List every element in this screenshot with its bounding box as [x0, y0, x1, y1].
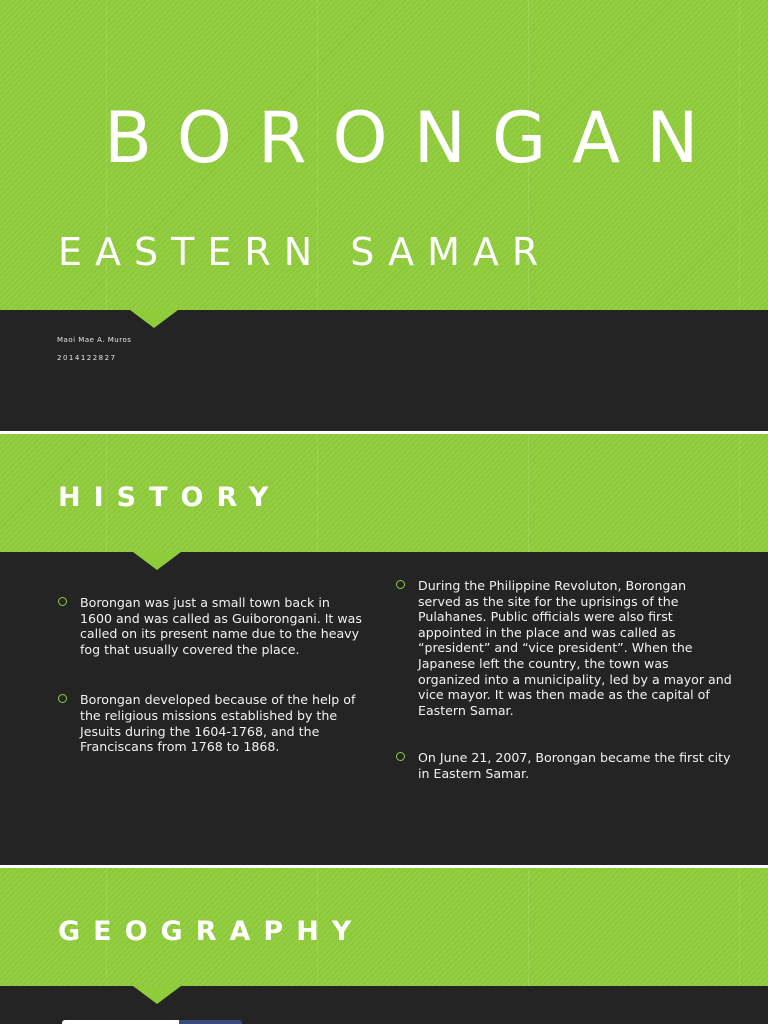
page-title: BORONGAN [104, 97, 725, 179]
page-subtitle: EASTERN SAMAR [58, 230, 552, 274]
list-item [396, 578, 732, 718]
hollow-circle-bullet-icon [58, 694, 67, 703]
geography-title: GEOGRAPHY [58, 916, 365, 947]
list-item [58, 692, 364, 754]
hollow-circle-bullet-icon [58, 597, 67, 606]
geography-slide [0, 868, 768, 1024]
title-slide-body [0, 310, 768, 431]
hollow-circle-bullet-icon [396, 752, 405, 761]
geography-slide-body [0, 986, 768, 1024]
title-notch [130, 310, 178, 328]
list-item [58, 595, 364, 657]
bullet-text: Borongan was just a small town back in 1600 and was called as Guiborongani. It was called on its present name due to the heavy fog that usually covered the place. [80, 595, 362, 657]
history-slide [0, 434, 768, 865]
bullet-text: On June 21, 2007, Borongan became the first city in Eastern Samar. [418, 750, 731, 781]
student-id: 2014122827 [57, 354, 117, 362]
image-thumbnail-edge [62, 1020, 242, 1024]
list-item [396, 750, 732, 781]
history-right-bullets [396, 578, 732, 782]
history-title: HISTORY [58, 482, 282, 513]
geography-notch [133, 986, 181, 1004]
history-left-bullets [58, 595, 364, 755]
author-name: Maoi Mae A. Muros [57, 336, 132, 344]
bullet-text: Borongan developed because of the help of the religious missions established by the Jesuits during the 1604-1768, and the Franciscans from 1768 to 1868. [80, 692, 356, 755]
title-slide [0, 0, 768, 431]
bullet-text: During the Philippine Revoluton, Borongan served as the site for the uprisings of the Pulahanes. Public officials were also first appointed in the place and was called as “president” and “vice president”. When the Japanese left the country, the town was organized into a municipality, led by a mayor and vice mayor. It was then made as the capital of Eastern Samar. [418, 578, 732, 718]
hollow-circle-bullet-icon [396, 580, 405, 589]
history-notch [133, 552, 181, 570]
